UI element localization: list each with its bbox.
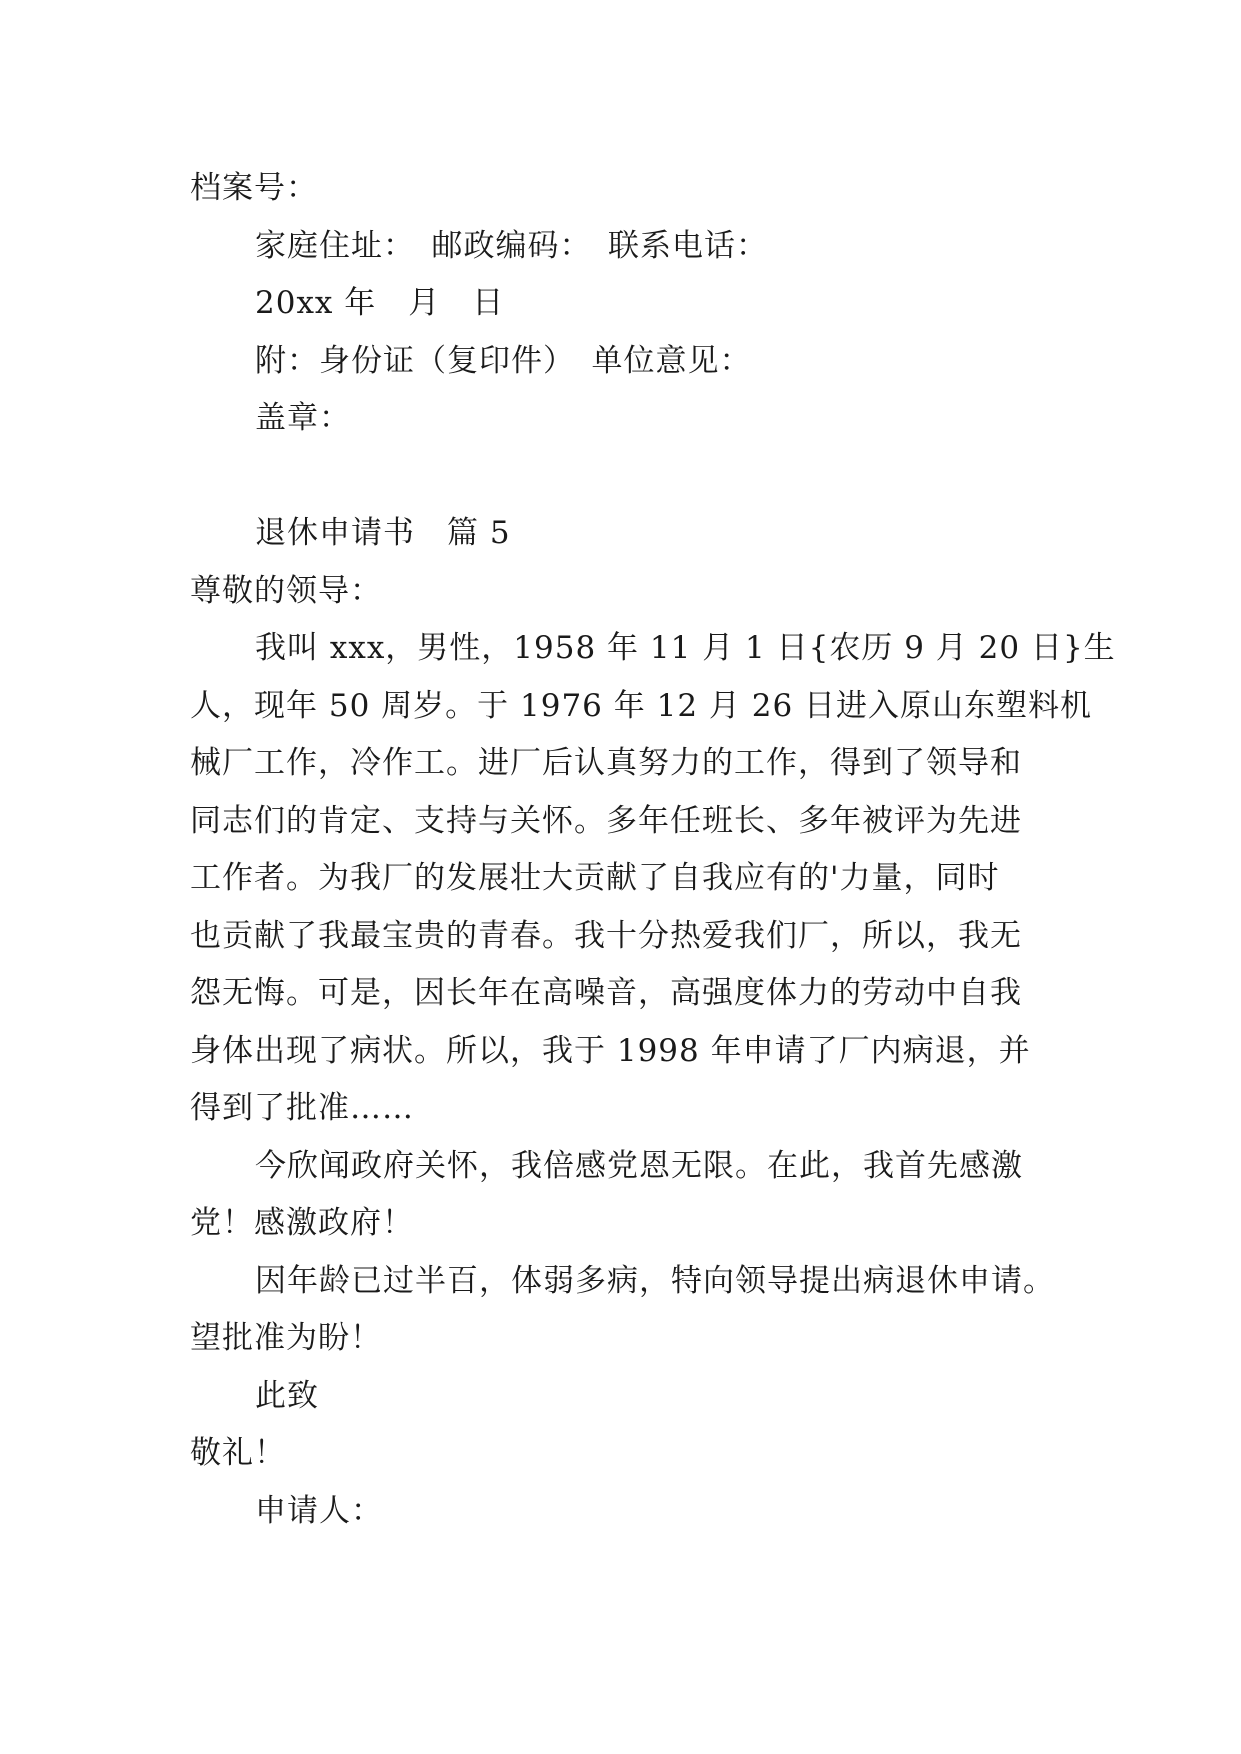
body-line: 工作者。为我厂的发展壮大贡献了自我应有的'力量，同时 bbox=[190, 860, 1000, 896]
body-line: 械厂工作，冷作工。进厂后认真努力的工作，得到了领导和 bbox=[190, 745, 1022, 781]
body-line: 党！感激政府！ bbox=[190, 1205, 414, 1241]
closing-jingli: 敬礼！ bbox=[190, 1435, 286, 1471]
salutation: 尊敬的领导： bbox=[190, 573, 382, 609]
body-line: 怨无悔。可是，因长年在高噪音，高强度体力的劳动中自我 bbox=[190, 975, 1022, 1011]
section-title: 退休申请书 篇 5 bbox=[255, 515, 511, 551]
body-line: 望批准为盼！ bbox=[190, 1320, 382, 1356]
applicant-label: 申请人： bbox=[255, 1493, 383, 1529]
closing-cizhi: 此致 bbox=[255, 1378, 319, 1414]
archive-number-label: 档案号： bbox=[190, 170, 318, 206]
seal-line: 盖章： bbox=[255, 400, 351, 436]
body-line: 我叫 xxx，男性，1958 年 11 月 1 日{农历 9 月 20 日}生 bbox=[255, 630, 1116, 666]
body-line: 因年龄已过半百，体弱多病，特向领导提出病退休申请。 bbox=[255, 1263, 1055, 1299]
body-line: 身体出现了病状。所以，我于 1998 年申请了厂内病退，并 bbox=[190, 1033, 1031, 1069]
body-line: 同志们的肯定、支持与关怀。多年任班长、多年被评为先进 bbox=[190, 803, 1022, 839]
date-line: 20xx 年 月 日 bbox=[255, 285, 505, 321]
attachment-line: 附：身份证（复印件） 单位意见： bbox=[255, 343, 752, 379]
body-line: 也贡献了我最宝贵的青春。我十分热爱我们厂，所以，我无 bbox=[190, 918, 1022, 954]
body-line: 人，现年 50 周岁。于 1976 年 12 月 26 日进入原山东塑料机 bbox=[190, 688, 1093, 724]
body-line: 今欣闻政府关怀，我倍感党恩无限。在此，我首先感激 bbox=[255, 1148, 1023, 1184]
address-contact-line: 家庭住址： 邮政编码： 联系电话： bbox=[255, 228, 768, 264]
body-line: 得到了批准…… bbox=[190, 1090, 414, 1126]
